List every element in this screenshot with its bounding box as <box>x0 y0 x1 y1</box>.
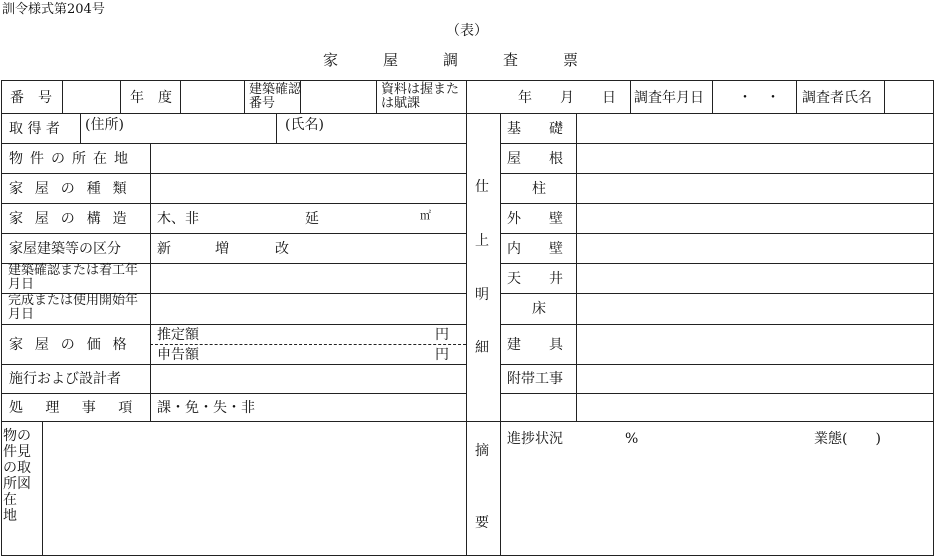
kakunin-label: 建築確認番号 <box>249 82 302 111</box>
jusho-label: (住所) <box>85 117 124 133</box>
chosa-name-label: 調査者氏名 <box>802 90 872 106</box>
shiage-char-3: 明 <box>475 287 489 303</box>
shinkoku-label: 申告額 <box>157 347 199 363</box>
kubun-shin: 新 <box>157 241 171 257</box>
yen-1: 円 <box>435 327 449 343</box>
nobe-label: 延 <box>305 211 319 227</box>
tekiyo-char-1: 摘 <box>475 443 489 459</box>
shiage-char-4: 細 <box>475 340 489 356</box>
shori-label: 処理事項 <box>9 400 155 416</box>
shimei-label: (氏名) <box>285 117 324 133</box>
kubun-label: 家屋建築等の区分 <box>9 241 121 257</box>
percent-unit: % <box>625 431 639 447</box>
shiage-item-futai: 附帯工事 <box>507 371 563 387</box>
shutoku-label: 取 得 者 <box>9 121 60 137</box>
nendo-label: 年 度 <box>130 90 172 106</box>
kozo-label: 家屋の構造 <box>9 211 139 227</box>
shiage-item-gaiheki: 外 壁 <box>507 211 563 227</box>
shiage-item-tenjo: 天 井 <box>507 271 563 287</box>
shinchoku-label: 進捗状況 <box>507 431 563 447</box>
header-date: 年 月 日 <box>518 90 616 106</box>
bango-label: 番 号 <box>10 90 52 106</box>
shiryo-label: 資料は握または賦課 <box>381 82 460 111</box>
shiage-item-naiheki: 内 壁 <box>507 241 563 257</box>
shiage-item-kiso: 基 礎 <box>507 121 563 137</box>
suitei-label: 推定額 <box>157 327 199 343</box>
chosa-date-value: ・ ・ <box>738 90 780 106</box>
chakko-label: 建築確認または着工年月日 <box>8 263 139 292</box>
sekou-label: 施行および設計者 <box>9 371 121 387</box>
chosa-date-label: 調査年月日 <box>634 90 704 106</box>
tekiyo-char-2: 要 <box>475 515 489 531</box>
page-title: 家 屋 調 査 票 <box>323 51 579 69</box>
shiage-item-yane: 屋 根 <box>507 151 563 167</box>
side-label: （表） <box>446 23 488 39</box>
shurui-label: 家屋の種類 <box>9 181 139 197</box>
kansei-label: 完成または使用開始年月日 <box>8 293 139 322</box>
mitorizu-label: 物の 件見 の取 所図 在 地 <box>3 428 31 524</box>
kakaku-label: 家屋の価格 <box>9 337 139 353</box>
shiage-char-2: 上 <box>475 233 489 249</box>
form-number: 訓令様式第204号 <box>2 2 105 17</box>
shiage-item-yuka: 床 <box>532 301 546 317</box>
shiage-item-tategu: 建 具 <box>507 337 563 353</box>
shiage-char-1: 仕 <box>475 179 489 195</box>
shozai-label: 物件の所在地 <box>9 151 135 167</box>
yen-2: 円 <box>435 347 449 363</box>
shori-value: 課・免・失・非 <box>157 400 255 416</box>
kubun-kai: 改 <box>275 241 289 257</box>
gyotai-label: 業態( ) <box>814 431 881 447</box>
kubun-zo: 増 <box>215 241 229 257</box>
m2-unit: ㎡ <box>420 209 431 222</box>
shiage-item-hashira: 柱 <box>532 181 546 197</box>
kozo-value: 木、非 <box>157 211 199 227</box>
